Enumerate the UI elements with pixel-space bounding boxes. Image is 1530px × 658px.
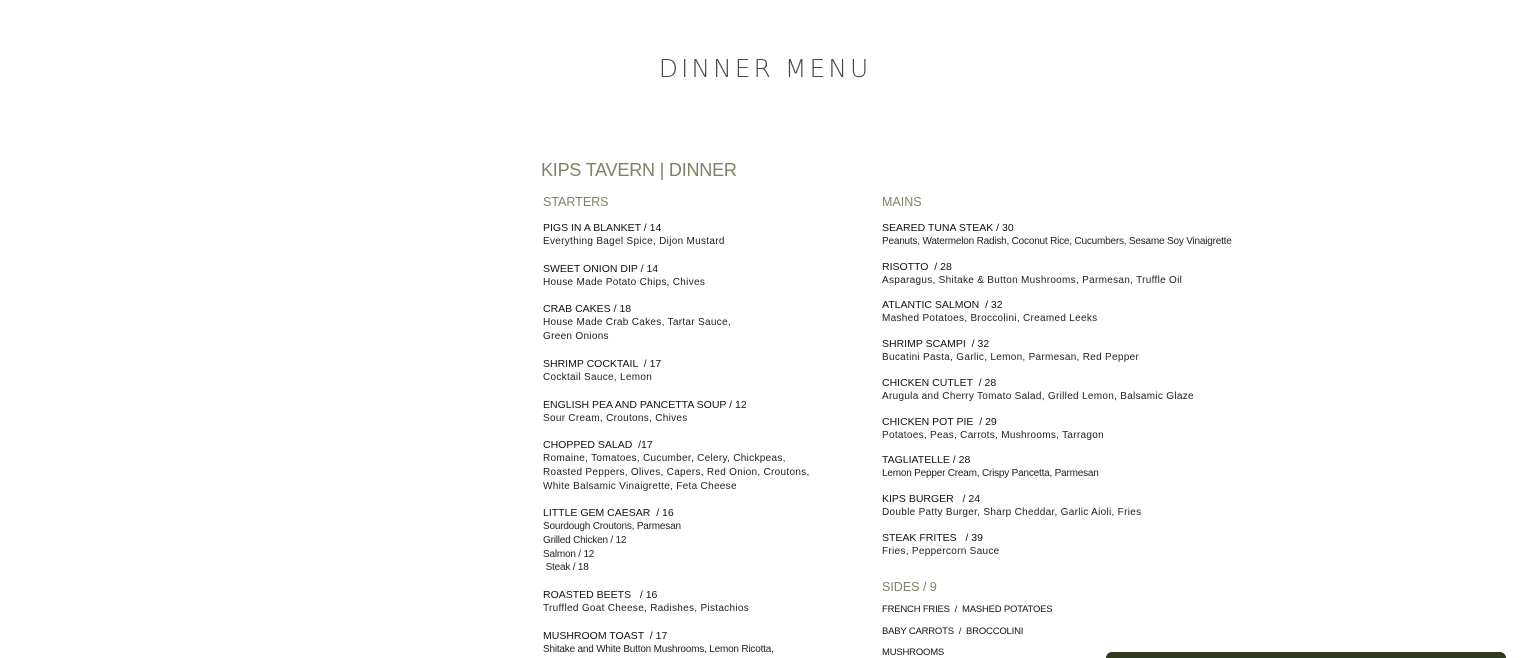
menu-item-name: KIPS BURGER / 24	[882, 492, 981, 505]
sides-list	[882, 603, 1222, 658]
side-item: FRENCH FRIES / MASHED POTATOES	[882, 604, 1053, 616]
side-item: MUSHROOMS	[882, 647, 945, 658]
starters-list	[543, 221, 863, 657]
menu-item-description: Peanuts, Watermelon Radish, Coconut Rice, Cucumbers, Sesame Soy Vinaigrette	[882, 236, 1232, 247]
menu-item-name: RISOTTO / 28	[882, 260, 952, 273]
menu-item-description: Mashed Potatoes, Broccolini, Creamed Leeks	[882, 313, 1098, 325]
menu-item	[882, 415, 1222, 443]
menu-item-description: Everything Bagel Spice, Dijon Mustard	[543, 236, 725, 247]
menu-item-description: Romaine, Tomatoes, Cucumber, Celery, Chickpeas,	[543, 453, 786, 465]
menu-item	[543, 262, 863, 290]
side-item: BABY CARROTS / BROCCOLINI	[882, 625, 1024, 637]
menu-item	[882, 376, 1222, 404]
menu-item-description: Grilled Chicken / 12	[543, 535, 627, 547]
menu-item-description: Truffled Goat Cheese, Radishes, Pistachios	[543, 603, 750, 615]
sides-title: SIDES / 9	[882, 580, 937, 595]
menu-item-description: Lemon Pepper Cream, Crispy Pancetta, Parmesan	[882, 468, 1099, 480]
menu-item	[543, 588, 863, 616]
page-title: DINNER MENU	[658, 54, 872, 83]
menu-item	[882, 221, 1232, 249]
menu-item-description: Double Patty Burger, Sharp Cheddar, Garlic Aioli, Fries	[882, 506, 1142, 518]
menu-item-description: Shitake and White Button Mushrooms, Lemon Ricotta,	[543, 643, 774, 655]
menu-item-description: Bucatini Pasta, Garlic, Lemon, Parmesan, Red Pepper	[882, 352, 1140, 364]
menu-item-name: CHICKEN CUTLET / 28	[882, 376, 997, 389]
menu-item-description: Fries, Peppercorn Sauce	[882, 545, 1000, 557]
menu-item-description: House Made Crab Cakes, Tartar Sauce,	[543, 317, 731, 329]
mains-title: MAINS	[882, 195, 922, 209]
menu-item	[882, 337, 1222, 365]
menu-item-description: Salmon / 12	[543, 548, 595, 560]
menu-item-name: TAGLIATELLE / 28	[882, 454, 971, 467]
menu-item-description: Green Onions	[543, 331, 609, 343]
menu-item-name: STEAK FRITES / 39	[882, 531, 983, 544]
menu-item-name: MUSHROOM TOAST / 17	[543, 629, 668, 642]
menu-item-description: Potatoes, Peas, Carrots, Mushrooms, Tarragon	[882, 429, 1104, 441]
menu-item	[543, 398, 863, 426]
starters-title: STARTERS	[543, 195, 609, 209]
menu-item	[543, 438, 863, 493]
menu-item-name: SHRIMP SCAMPI / 32	[882, 338, 990, 351]
starters-column	[543, 195, 863, 658]
menu-item-description: Arugula and Cherry Tomato Salad, Grilled Lemon, Balsamic Glaze	[882, 390, 1194, 402]
mains-list	[882, 221, 1232, 558]
menu-item-description: Sour Cream, Croutons, Chives	[543, 412, 688, 424]
menu-item-name: CRAB CAKES / 18	[543, 303, 632, 316]
menu-item-name: SEARED TUNA STEAK / 30	[882, 222, 1014, 234]
menu-item-name: SWEET ONION DIP / 14	[543, 262, 659, 275]
menu-item	[543, 357, 863, 385]
menu-item	[882, 298, 1222, 326]
menu-item	[882, 260, 1222, 288]
menu-item-description: Roasted Peppers, Olives, Capers, Red Onion, Croutons,	[543, 466, 810, 478]
menu-item	[882, 492, 1222, 520]
menu-item-description: Asparagus, Shitake & Button Mushrooms, Parmesan, Truffle Oil	[882, 274, 1183, 286]
menu-item-name: SHRIMP COCKTAIL / 17	[543, 357, 662, 370]
menu-item-name: CHICKEN POT PIE / 29	[882, 415, 997, 428]
menu-item	[543, 506, 863, 575]
menu-item-name: ATLANTIC SALMON / 32	[882, 299, 1003, 312]
menu-item-name: LITTLE GEM CAESAR / 16	[543, 507, 674, 520]
menu-item-name: PIGS IN A BLANKET / 14	[543, 222, 662, 234]
menu-heading: KIPS TAVERN | DINNER	[541, 160, 737, 180]
menu-item-name: CHOPPED SALAD /17	[543, 439, 653, 452]
menu-item	[882, 453, 1222, 481]
menu-item-description: House Made Potato Chips, Chives	[543, 276, 706, 288]
menu-item-description: Cocktail Sauce, Lemon	[543, 371, 653, 383]
menu-item	[882, 531, 1222, 559]
bottom-widget-bar[interactable]	[1106, 652, 1506, 658]
menu-item	[543, 629, 863, 657]
menu-item-description: Steak / 18	[543, 562, 589, 574]
menu-item-description: Sourdough Croutons, Parmesan	[543, 521, 681, 533]
menu-item-name: ROASTED BEETS / 16	[543, 589, 658, 602]
mains-column	[882, 195, 1232, 658]
menu-item	[543, 221, 863, 249]
menu-item-name: ENGLISH PEA AND PANCETTA SOUP / 12	[543, 398, 747, 411]
menu-item-description: White Balsamic Vinaigrette, Feta Cheese	[543, 480, 737, 492]
menu-item	[543, 302, 863, 343]
